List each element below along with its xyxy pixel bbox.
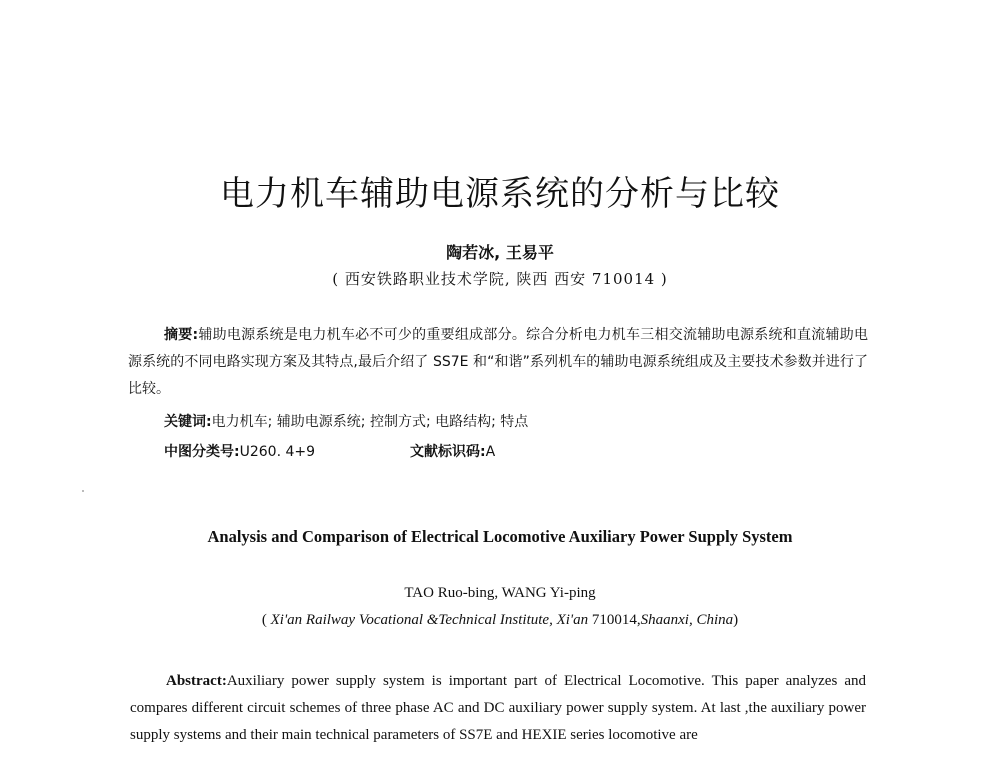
paper-title-en: Analysis and Comparison of Electrical Locomotive Auxiliary Power Supply System xyxy=(207,527,793,546)
affiliation-en-open: ( xyxy=(261,612,271,628)
classification-cn-label: 中图分类号: xyxy=(164,444,240,460)
document-code-cn-label: 文献标识码: xyxy=(410,444,486,460)
affiliation-en xyxy=(0,612,1000,629)
classification-cn-text: U260. 4+9 xyxy=(239,444,316,460)
document-code-cn-text: A xyxy=(485,444,496,460)
paper-title-cn: 电力机车辅助电源系统的分析与比较 xyxy=(220,174,780,214)
authors-en: TAO Ruo-bing, WANG Yi-ping xyxy=(404,585,596,601)
authors-cn: 陶若冰, 王易平 xyxy=(446,243,554,262)
classification-cn xyxy=(164,441,315,461)
keywords-cn-text: 电力机车; 辅助电源系统; 控制方式; 电路结构; 特点 xyxy=(211,414,529,430)
abstract-cn-text: 辅助电源系统是电力机车必不可少的重要组成部分。综合分析电力机车三相交流辅助电源系统和直流辅助电源系统的不同电路实现方案及其特点,最后介绍了 SS7E 和“和谐”系列机车的辅助电源系统组成及主要技术参数并进行了比较。 xyxy=(128,327,868,397)
affiliation-en-postcode: 710014, xyxy=(588,612,641,628)
abstract-en xyxy=(130,668,866,749)
affiliation-en-region: Shaanxi, China xyxy=(640,612,734,628)
scan-speck xyxy=(82,490,84,492)
abstract-cn-label: 摘要: xyxy=(164,327,199,343)
abstract-en-label: Abstract: xyxy=(166,673,227,689)
abstract-en-text: Auxiliary power supply system is important part of Electrical Locomotive. This paper analyzes and compares different circuit schemes of three phase AC and DC auxiliary power supply system. At last ,the auxiliary power supply systems and their main technical parameters of SS7E and HEXIE series locomotive are xyxy=(130,673,866,743)
document-code-cn xyxy=(410,441,495,461)
affiliation-en-institution: Xi'an Railway Vocational &Technical Institute, Xi'an xyxy=(270,612,589,628)
affiliation-cn: ( 西安铁路职业技术学院, 陕西 西安 710014 ) xyxy=(332,270,668,288)
abstract-cn xyxy=(128,322,868,403)
keywords-cn xyxy=(164,411,528,431)
affiliation-en-close: ) xyxy=(733,612,739,628)
keywords-cn-label: 关键词: xyxy=(164,414,212,430)
